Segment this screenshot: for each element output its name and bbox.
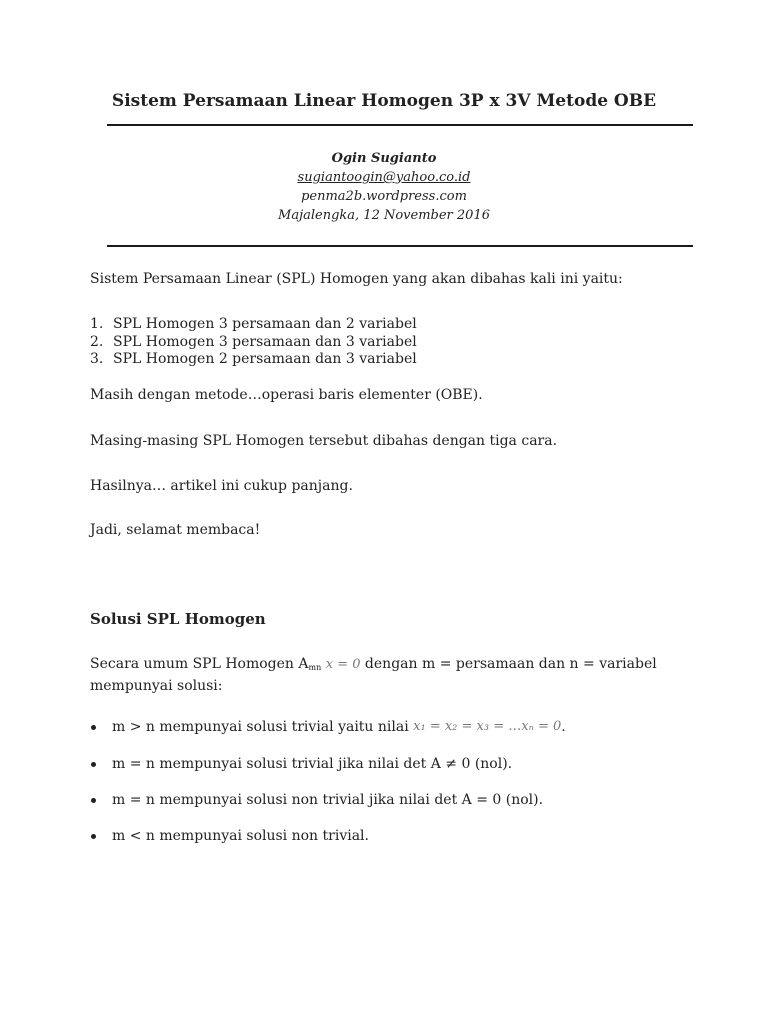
section-lead: Secara umum SPL Homogen $A_{mn}$ x = 0 dengan m = persamaan dan n = variabel mempunyai solusi: <box>90 656 657 694</box>
method-paragraph: Masih dengan metode…operasi baris elementer (OBE). <box>90 387 483 403</box>
closing-paragraph: Jadi, selamat membaca! <box>90 522 261 538</box>
topic-list <box>90 316 417 369</box>
bottom-divider <box>107 245 693 247</box>
result-paragraph: Hasilnya… artikel ini cukup panjang. <box>90 478 353 494</box>
equation-inline: x = 0 <box>325 657 361 672</box>
bullet-icon <box>90 755 112 773</box>
top-divider <box>107 124 693 126</box>
bullet-icon <box>90 791 112 809</box>
section-heading: Solusi SPL Homogen <box>90 610 266 628</box>
author-email-link[interactable]: sugiantoogin@yahoo.co.id <box>297 170 471 185</box>
list-item: m = n mempunyai solusi trivial jika nilai det A ≠ 0 (nol). <box>90 755 512 773</box>
list-item: 2. SPL Homogen 3 persamaan dan 3 variabel <box>90 333 417 350</box>
list-item: 1. SPL Homogen 3 persamaan dan 2 variabel <box>90 316 417 332</box>
bullet-icon <box>90 827 112 845</box>
document-title: Sistem Persamaan Linear Homogen 3P x 3V Metode OBE <box>111 91 657 111</box>
ways-paragraph: Masing-masing SPL Homogen tersebut dibahas dengan tiga cara. <box>90 433 558 449</box>
author-name: Ogin Sugianto <box>331 151 437 166</box>
equation-inline: x₁ = x₂ = x₃ = …xₙ = 0 <box>413 719 562 734</box>
bullet-icon <box>90 718 112 736</box>
list-item: m = n mempunyai solusi non trivial jika nilai det A = 0 (nol). <box>90 791 543 809</box>
author-block <box>90 149 678 225</box>
list-item: 3. SPL Homogen 2 persamaan dan 3 variabel <box>90 351 417 367</box>
list-item: m < n mempunyai solusi non trivial. <box>90 827 369 845</box>
list-item: m > n mempunyai solusi trivial yaitu nilai x₁ = x₂ = x₃ = …xₙ = 0 . <box>90 718 566 736</box>
place-date: Majalengka, 12 November 2016 <box>278 208 490 223</box>
author-website: penma2b.wordpress.com <box>301 189 467 204</box>
intro-paragraph: Sistem Persamaan Linear (SPL) Homogen yang akan dibahas kali ini yaitu: <box>90 271 623 287</box>
